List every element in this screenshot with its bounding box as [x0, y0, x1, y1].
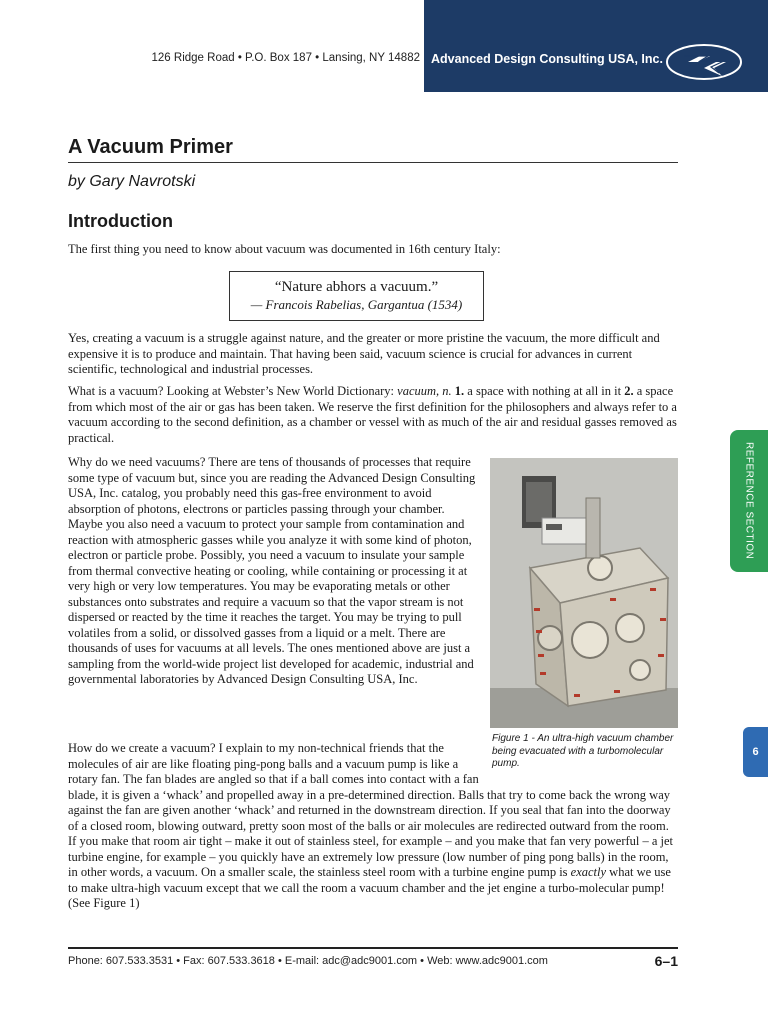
- definition-number-1: 1.: [451, 384, 465, 398]
- footer-divider: [68, 947, 678, 949]
- vacuum-chamber-photo: [490, 458, 678, 728]
- vacuum-chamber-illustration: [490, 458, 678, 728]
- section-number-label: 6: [752, 746, 759, 758]
- definition-text-c: a space from which most of the air or gas has been taken. We reserve the first definition for the philosophers and always refer to a vacuum according to the second definition, as a chamber or vessel with as much of the air and residual gasses removed as practical.: [68, 384, 677, 445]
- company-name: Advanced Design Consulting USA, Inc.: [431, 52, 663, 66]
- document-title: A Vacuum Primer: [68, 136, 233, 158]
- definition-text-b: a space with nothing at all in it: [464, 384, 625, 398]
- definition-text-a: What is a vacuum? Looking at Webster’s New World Dictionary:: [68, 384, 398, 398]
- quote-box: [229, 271, 484, 321]
- reference-section-label: REFERENCE SECTION: [743, 442, 755, 560]
- paragraph-vacuum-struggle: Yes, creating a vacuum is a struggle against nature, and the greater or more pristine the vacuum, the more difficult and expensive it is to produce and maintain. That having been said, vacuum science is crucial for advances in current scientific, technological and industrial processes.: [68, 331, 660, 376]
- page-number: 6–1: [654, 953, 678, 969]
- footer-contact: Phone: 607.533.3531 • Fax: 607.533.3618 • E-mail: adc@adc9001.com • Web: www.adc9001.com: [68, 955, 548, 967]
- how-vacuum-text-a: How do we create a vacuum? I explain to my non-technical friends that the molecules of air are like floating ping-pong balls and a vacuum pump is like a rotary fan. The fan blades are angled so that if a ball comes into contact with a fan blade, it is given a ‘whack’ and propelled away in a pre-determined direction. Balls that try to come back the wrong way against the fan are given another ‘whack’ and returned in the downstream direction. If you seal that fan into the doorway of a closed room, blowing outward, pretty soon most of the balls or air molecules are redirected outward from the room. If you make that room air tight – make it out of stainless steel, for example – and you make that fan very powerful – a jet turbine engine, for example – you quickly have an extremely low pressure (low number of ping pong balls) in the room, in other words, a vacuum. On a smaller scale, the stainless steel room with a turbine engine pump is: [68, 741, 674, 879]
- how-vacuum-emphasis: exactly: [570, 865, 607, 879]
- how-vacuum-text-b: what we use to make ultra-high vacuum except that we call the room a vacuum chamber and the jet engine a turbo-molecular pump! (See Figure 1): [68, 865, 671, 910]
- title-divider: [68, 162, 678, 163]
- paragraph-definition: [68, 384, 680, 446]
- paragraph-why-vacuum: Why do we need vacuums? There are tens of thousands of processes that require some type of vacuum but, since you are reading the Advanced Design Consulting USA, Inc. catalog, you probably need this gas-free environment to avoid absorption of photons, electrons or particles passing through your chamber. Maybe you also need a vacuum to protect your sample from contamination and reaction with atmospheric gasses while you analyze it with some kind of photon, electron or particle probe. Possibly, you need a vacuum to insulate your sample from thermal convective heating or cooling, while containing or processing it at very high or very low temperatures. You may be evaporating metals or other substances onto substrates and require a vacuum so that the vapor stream is not dispersed or reacted by the time it reaches the target. You may be trying to pull volatiles from a solid, or dissolved gasses from a liquid or a melt. There are thousands of uses for vacuums at all levels. The ones mentioned above are just a sampling from the world-wide project list developed for academic, industrial and governmental laboratories by Advanced Design Consulting USA, Inc.: [68, 455, 476, 686]
- section-number-tab[interactable]: [743, 727, 768, 777]
- definition-term: vacuum, n.: [397, 384, 452, 398]
- header-address: 126 Ridge Road • P.O. Box 187 • Lansing, NY 14882: [151, 52, 420, 64]
- section-heading: Introduction: [68, 211, 173, 231]
- reference-section-tab[interactable]: [730, 430, 768, 572]
- adc-logo-icon: [664, 42, 744, 82]
- definition-number-2: 2.: [624, 384, 634, 398]
- figure-caption: Figure 1 - An ultra-high vacuum chamber being evacuated with a turbomolecular pump.: [492, 733, 674, 769]
- quote-text: “Nature abhors a vacuum.”: [274, 279, 439, 295]
- quote-citation: — Francois Rabelias, Gargantua (1534): [250, 297, 463, 312]
- intro-paragraph: The first thing you need to know about vacuum was documented in 16th century Italy:: [68, 242, 501, 256]
- byline: by Gary Navrotski: [68, 173, 196, 190]
